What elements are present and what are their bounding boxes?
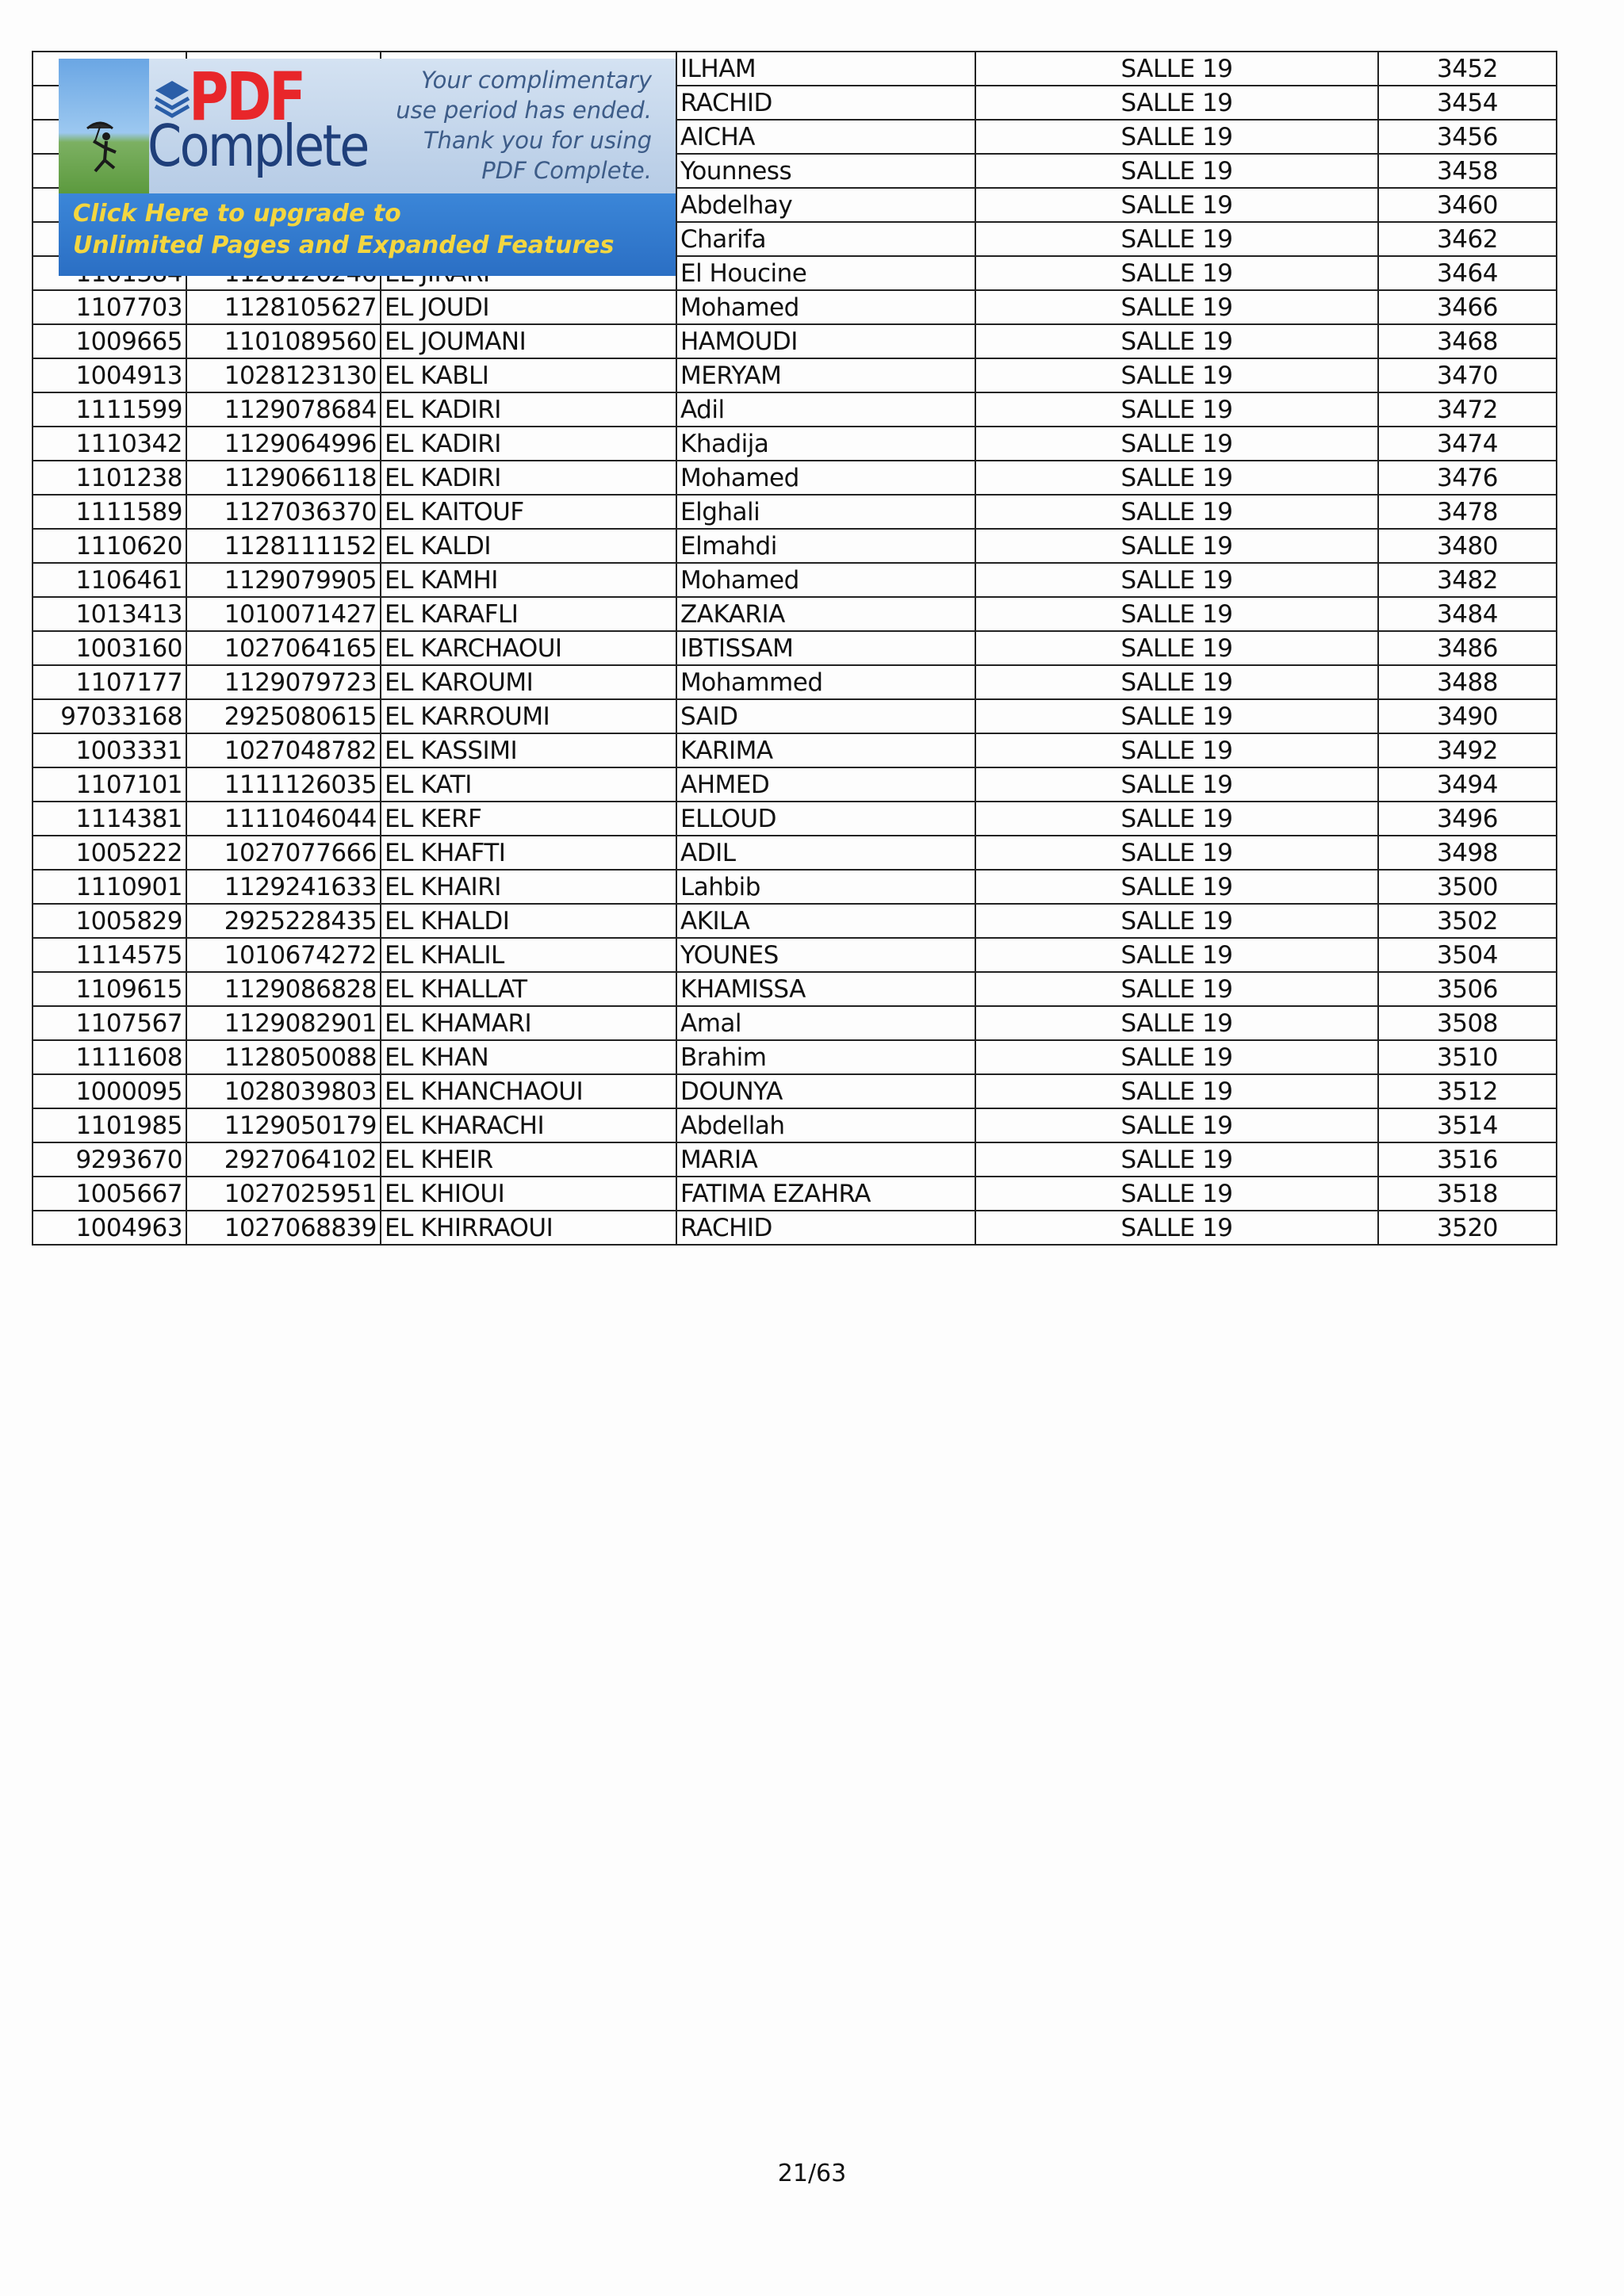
id-number-cell: 1101089560 xyxy=(186,324,381,358)
first-name-cell: Adil xyxy=(676,392,975,427)
room-cell: SALLE 19 xyxy=(975,699,1378,733)
notice-line: use period has ended. xyxy=(396,97,652,124)
first-name-cell: MERYAM xyxy=(676,358,975,392)
room-cell: SALLE 19 xyxy=(975,1074,1378,1108)
exam-number-cell: 3468 xyxy=(1378,324,1557,358)
first-name-cell: Mohamed xyxy=(676,290,975,324)
registration-code-cell: 1005829 xyxy=(33,904,186,938)
exam-number-cell: 3472 xyxy=(1378,392,1557,427)
last-name-cell: EL KARCHAOUI xyxy=(381,631,676,665)
exam-number-cell: 3500 xyxy=(1378,870,1557,904)
table-row xyxy=(33,1074,1557,1108)
room-cell: SALLE 19 xyxy=(975,597,1378,631)
table-row xyxy=(33,665,1557,699)
table-row xyxy=(33,358,1557,392)
room-cell: SALLE 19 xyxy=(975,290,1378,324)
last-name-cell: EL KHALDI xyxy=(381,904,676,938)
id-number-cell: 1027068839 xyxy=(186,1211,381,1245)
first-name-cell: MARIA xyxy=(676,1142,975,1177)
room-cell: SALLE 19 xyxy=(975,631,1378,665)
last-name-cell: EL KAROUMI xyxy=(381,665,676,699)
id-number-cell: 1129050179 xyxy=(186,1108,381,1142)
first-name-cell: Mohammed xyxy=(676,665,975,699)
last-name-cell: EL KHEIR xyxy=(381,1142,676,1177)
first-name-cell: YOUNES xyxy=(676,938,975,972)
table-row xyxy=(33,1108,1557,1142)
table-row xyxy=(33,427,1557,461)
room-cell: SALLE 19 xyxy=(975,358,1378,392)
first-name-cell: AICHA xyxy=(676,120,975,154)
exam-number-cell: 3452 xyxy=(1378,52,1557,86)
id-number-cell: 1129079723 xyxy=(186,665,381,699)
registration-code-cell: 1109615 xyxy=(33,972,186,1006)
table-row xyxy=(33,1177,1557,1211)
table-row xyxy=(33,324,1557,358)
first-name-cell: AKILA xyxy=(676,904,975,938)
first-name-cell: ELLOUD xyxy=(676,802,975,836)
first-name-cell: ZAKARIA xyxy=(676,597,975,631)
registration-code-cell: 9293670 xyxy=(33,1142,186,1177)
id-number-cell: 1010071427 xyxy=(186,597,381,631)
id-number-cell: 1127036370 xyxy=(186,495,381,529)
first-name-cell: KHAMISSA xyxy=(676,972,975,1006)
last-name-cell: EL KAITOUF xyxy=(381,495,676,529)
table-row xyxy=(33,1006,1557,1040)
last-name-cell: EL KHALLAT xyxy=(381,972,676,1006)
last-name-cell: EL KALDI xyxy=(381,529,676,563)
room-cell: SALLE 19 xyxy=(975,392,1378,427)
table-row xyxy=(33,529,1557,563)
id-number-cell: 1129079905 xyxy=(186,563,381,597)
registration-code-cell: 1005222 xyxy=(33,836,186,870)
exam-number-cell: 3462 xyxy=(1378,222,1557,256)
id-number-cell: 1128050088 xyxy=(186,1040,381,1074)
exam-number-cell: 3516 xyxy=(1378,1142,1557,1177)
room-cell: SALLE 19 xyxy=(975,495,1378,529)
last-name-cell: EL KADIRI xyxy=(381,392,676,427)
registration-code-cell: 1110342 xyxy=(33,427,186,461)
room-cell: SALLE 19 xyxy=(975,563,1378,597)
first-name-cell: Elmahdi xyxy=(676,529,975,563)
table-row xyxy=(33,392,1557,427)
first-name-cell: ILHAM xyxy=(676,52,975,86)
first-name-cell: KARIMA xyxy=(676,733,975,767)
last-name-cell: EL KADIRI xyxy=(381,427,676,461)
exam-number-cell: 3494 xyxy=(1378,767,1557,802)
first-name-cell: Younness xyxy=(676,154,975,188)
exam-number-cell: 3464 xyxy=(1378,256,1557,290)
registration-code-cell: 1101238 xyxy=(33,461,186,495)
id-number-cell: 1129082901 xyxy=(186,1006,381,1040)
last-name-cell: EL KERF xyxy=(381,802,676,836)
first-name-cell: ADIL xyxy=(676,836,975,870)
exam-number-cell: 3470 xyxy=(1378,358,1557,392)
room-cell: SALLE 19 xyxy=(975,802,1378,836)
last-name-cell: EL KHAFTI xyxy=(381,836,676,870)
table-row xyxy=(33,733,1557,767)
last-name-cell: EL KARROUMI xyxy=(381,699,676,733)
registration-code-cell: 1114381 xyxy=(33,802,186,836)
id-number-cell: 1129064996 xyxy=(186,427,381,461)
table-row xyxy=(33,290,1557,324)
room-cell: SALLE 19 xyxy=(975,972,1378,1006)
exam-number-cell: 3490 xyxy=(1378,699,1557,733)
id-number-cell: 1027048782 xyxy=(186,733,381,767)
id-number-cell: 2925228435 xyxy=(186,904,381,938)
first-name-cell: Charifa xyxy=(676,222,975,256)
registration-code-cell: 1009665 xyxy=(33,324,186,358)
registration-code-cell: 1110620 xyxy=(33,529,186,563)
first-name-cell: HAMOUDI xyxy=(676,324,975,358)
last-name-cell: EL KASSIMI xyxy=(381,733,676,767)
registration-code-cell: 1107703 xyxy=(33,290,186,324)
last-name-cell: EL KARAFLI xyxy=(381,597,676,631)
exam-number-cell: 3474 xyxy=(1378,427,1557,461)
table-row xyxy=(33,870,1557,904)
registration-code-cell: 1111608 xyxy=(33,1040,186,1074)
first-name-cell: AHMED xyxy=(676,767,975,802)
room-cell: SALLE 19 xyxy=(975,1108,1378,1142)
table-row xyxy=(33,563,1557,597)
table-row xyxy=(33,461,1557,495)
table-row xyxy=(33,699,1557,733)
room-cell: SALLE 19 xyxy=(975,427,1378,461)
registration-code-cell: 1114575 xyxy=(33,938,186,972)
first-name-cell: Mohamed xyxy=(676,563,975,597)
registration-code-cell: 1107101 xyxy=(33,767,186,802)
id-number-cell: 1010674272 xyxy=(186,938,381,972)
registration-code-cell: 1110901 xyxy=(33,870,186,904)
jumping-person-image xyxy=(59,59,149,193)
exam-number-cell: 3508 xyxy=(1378,1006,1557,1040)
exam-number-cell: 3518 xyxy=(1378,1177,1557,1211)
last-name-cell: EL KADIRI xyxy=(381,461,676,495)
exam-number-cell: 3454 xyxy=(1378,86,1557,120)
table-row xyxy=(33,802,1557,836)
room-cell: SALLE 19 xyxy=(975,529,1378,563)
exam-number-cell: 3456 xyxy=(1378,120,1557,154)
last-name-cell: EL JOUDI xyxy=(381,290,676,324)
id-number-cell: 1027025951 xyxy=(186,1177,381,1211)
registration-code-cell: 1004963 xyxy=(33,1211,186,1245)
registration-code-cell: 1003331 xyxy=(33,733,186,767)
first-name-cell: DOUNYA xyxy=(676,1074,975,1108)
room-cell: SALLE 19 xyxy=(975,86,1378,120)
last-name-cell: EL JOUMANI xyxy=(381,324,676,358)
id-number-cell: 1027077666 xyxy=(186,836,381,870)
last-name-cell: EL KHIOUI xyxy=(381,1177,676,1211)
registration-code-cell: 1005667 xyxy=(33,1177,186,1211)
table-row xyxy=(33,1211,1557,1245)
page-number: 21/63 xyxy=(777,2160,847,2187)
id-number-cell: 1128105627 xyxy=(186,290,381,324)
exam-number-cell: 3512 xyxy=(1378,1074,1557,1108)
first-name-cell: SAID xyxy=(676,699,975,733)
last-name-cell: EL KHARACHI xyxy=(381,1108,676,1142)
exam-number-cell: 3502 xyxy=(1378,904,1557,938)
registration-code-cell: 97033168 xyxy=(33,699,186,733)
registration-code-cell: 1004913 xyxy=(33,358,186,392)
room-cell: SALLE 19 xyxy=(975,1177,1378,1211)
exam-number-cell: 3460 xyxy=(1378,188,1557,222)
notice-line: Your complimentary xyxy=(421,67,652,94)
room-cell: SALLE 19 xyxy=(975,1006,1378,1040)
id-number-cell: 1129066118 xyxy=(186,461,381,495)
exam-number-cell: 3506 xyxy=(1378,972,1557,1006)
id-number-cell: 1129241633 xyxy=(186,870,381,904)
exam-number-cell: 3492 xyxy=(1378,733,1557,767)
exam-number-cell: 3520 xyxy=(1378,1211,1557,1245)
table-row xyxy=(33,1040,1557,1074)
room-cell: SALLE 19 xyxy=(975,1211,1378,1245)
registration-code-cell: 1000095 xyxy=(33,1074,186,1108)
room-cell: SALLE 19 xyxy=(975,870,1378,904)
registration-code-cell: 1111599 xyxy=(33,392,186,427)
id-number-cell: 1129086828 xyxy=(186,972,381,1006)
exam-number-cell: 3458 xyxy=(1378,154,1557,188)
room-cell: SALLE 19 xyxy=(975,154,1378,188)
id-number-cell: 1028039803 xyxy=(186,1074,381,1108)
upgrade-link[interactable] xyxy=(59,193,676,276)
notice-line: PDF Complete. xyxy=(481,157,652,184)
last-name-cell: EL KHALIL xyxy=(381,938,676,972)
room-cell: SALLE 19 xyxy=(975,836,1378,870)
last-name-cell: EL KHAIRI xyxy=(381,870,676,904)
last-name-cell: EL KABLI xyxy=(381,358,676,392)
first-name-cell: IBTISSAM xyxy=(676,631,975,665)
room-cell: SALLE 19 xyxy=(975,324,1378,358)
room-cell: SALLE 19 xyxy=(975,938,1378,972)
exam-number-cell: 3514 xyxy=(1378,1108,1557,1142)
room-cell: SALLE 19 xyxy=(975,52,1378,86)
exam-number-cell: 3504 xyxy=(1378,938,1557,972)
room-cell: SALLE 19 xyxy=(975,904,1378,938)
first-name-cell: El Houcine xyxy=(676,256,975,290)
first-name-cell: Amal xyxy=(676,1006,975,1040)
first-name-cell: RACHID xyxy=(676,1211,975,1245)
id-number-cell: 1027064165 xyxy=(186,631,381,665)
last-name-cell: EL KHAN xyxy=(381,1040,676,1074)
table-row xyxy=(33,767,1557,802)
table-row xyxy=(33,597,1557,631)
exam-number-cell: 3488 xyxy=(1378,665,1557,699)
id-number-cell: 1128111152 xyxy=(186,529,381,563)
first-name-cell: FATIMA EZAHRA xyxy=(676,1177,975,1211)
exam-number-cell: 3510 xyxy=(1378,1040,1557,1074)
notice-line: Thank you for using xyxy=(423,127,652,154)
room-cell: SALLE 19 xyxy=(975,767,1378,802)
first-name-cell: Khadija xyxy=(676,427,975,461)
exam-number-cell: 3478 xyxy=(1378,495,1557,529)
room-cell: SALLE 19 xyxy=(975,1142,1378,1177)
upgrade-link-line[interactable]: Click Here to upgrade to xyxy=(73,200,401,228)
id-number-cell: 2925080615 xyxy=(186,699,381,733)
room-cell: SALLE 19 xyxy=(975,1040,1378,1074)
exam-number-cell: 3480 xyxy=(1378,529,1557,563)
trial-ended-notice xyxy=(366,65,652,186)
brand-complete-text: Complete xyxy=(147,113,368,179)
first-name-cell: Abdelhay xyxy=(676,188,975,222)
table-row xyxy=(33,1142,1557,1177)
first-name-cell: Mohamed xyxy=(676,461,975,495)
room-cell: SALLE 19 xyxy=(975,120,1378,154)
last-name-cell: EL KHIRRAOUI xyxy=(381,1211,676,1245)
last-name-cell: EL KHAMARI xyxy=(381,1006,676,1040)
exam-number-cell: 3476 xyxy=(1378,461,1557,495)
table-row xyxy=(33,836,1557,870)
first-name-cell: Lahbib xyxy=(676,870,975,904)
registration-code-cell: 1101985 xyxy=(33,1108,186,1142)
exam-number-cell: 3496 xyxy=(1378,802,1557,836)
registration-code-cell: 1013413 xyxy=(33,597,186,631)
registration-code-cell: 1107567 xyxy=(33,1006,186,1040)
last-name-cell: EL KATI xyxy=(381,767,676,802)
room-cell: SALLE 19 xyxy=(975,188,1378,222)
id-number-cell: 1028123130 xyxy=(186,358,381,392)
last-name-cell: EL KHANCHAOUI xyxy=(381,1074,676,1108)
id-number-cell: 1111046044 xyxy=(186,802,381,836)
table-row xyxy=(33,904,1557,938)
table-row xyxy=(33,938,1557,972)
first-name-cell: Brahim xyxy=(676,1040,975,1074)
room-cell: SALLE 19 xyxy=(975,665,1378,699)
id-number-cell: 1129078684 xyxy=(186,392,381,427)
exam-number-cell: 3486 xyxy=(1378,631,1557,665)
room-cell: SALLE 19 xyxy=(975,461,1378,495)
exam-number-cell: 3466 xyxy=(1378,290,1557,324)
room-cell: SALLE 19 xyxy=(975,222,1378,256)
pdf-complete-upgrade-banner[interactable] xyxy=(59,59,676,276)
first-name-cell: Abdellah xyxy=(676,1108,975,1142)
registration-code-cell: 1106461 xyxy=(33,563,186,597)
upgrade-link-line[interactable]: Unlimited Pages and Expanded Features xyxy=(73,232,615,259)
registration-code-cell: 1003160 xyxy=(33,631,186,665)
first-name-cell: Elghali xyxy=(676,495,975,529)
exam-number-cell: 3482 xyxy=(1378,563,1557,597)
last-name-cell: EL KAMHI xyxy=(381,563,676,597)
exam-number-cell: 3484 xyxy=(1378,597,1557,631)
table-row xyxy=(33,631,1557,665)
first-name-cell: RACHID xyxy=(676,86,975,120)
registration-code-cell: 1107177 xyxy=(33,665,186,699)
id-number-cell: 2927064102 xyxy=(186,1142,381,1177)
table-row xyxy=(33,972,1557,1006)
registration-code-cell: 1111589 xyxy=(33,495,186,529)
room-cell: SALLE 19 xyxy=(975,733,1378,767)
room-cell: SALLE 19 xyxy=(975,256,1378,290)
id-number-cell: 1111126035 xyxy=(186,767,381,802)
brand-pdf-text: PDF xyxy=(189,59,304,136)
exam-number-cell: 3498 xyxy=(1378,836,1557,870)
table-row xyxy=(33,495,1557,529)
